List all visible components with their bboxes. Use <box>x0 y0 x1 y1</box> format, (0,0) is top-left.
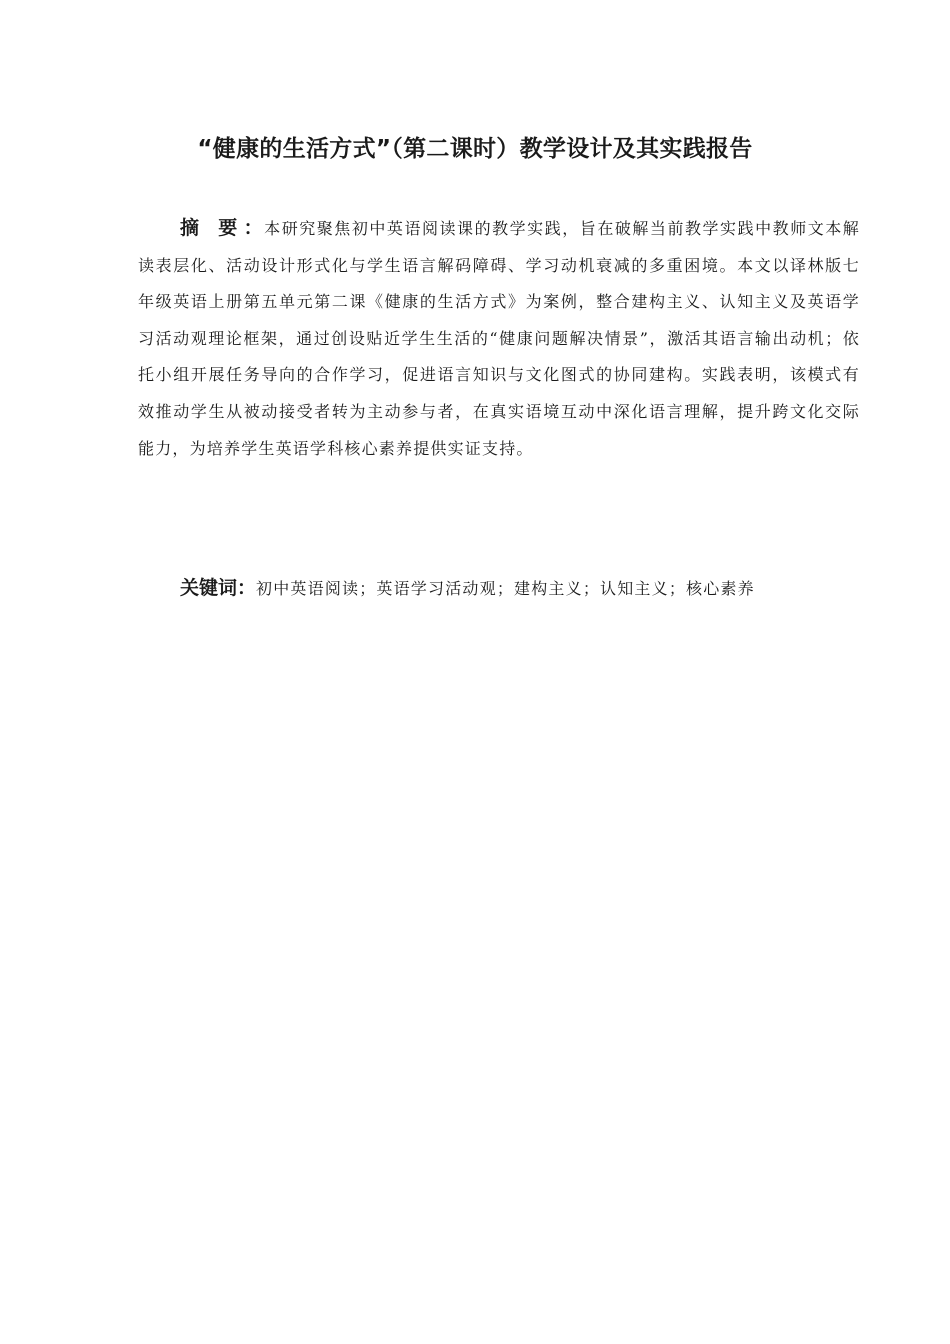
keywords-text: 初中英语阅读；英语学习活动观；建构主义；认知主义；核心素养 <box>256 579 755 598</box>
keywords-line <box>180 572 870 605</box>
document-title: “健康的生活方式”（第二课时）教学设计及其实践报告 <box>197 136 753 162</box>
abstract-label-colon: ： <box>243 217 265 239</box>
abstract-label: 摘 要 <box>180 217 244 239</box>
abstract-paragraph <box>138 210 860 467</box>
abstract-text: 本研究聚焦初中英语阅读课的教学实践，旨在破解当前教学实践中教师文本解读表层化、活动设计形式化与学生语言解码障碍、学习动机衰减的多重困境。本文以译林版七年级英语上册第五单元第二课《健康的生活方式》为案例，整合建构主义、认知主义及英语学习活动观理论框架，通过创设贴近学生生活的“健康问题解决情景”，激活其语言输出动机；依托小组开展任务导向的合作学习，促进语言知识与文化图式的协同建构。实践表明，该模式有效推动学生从被动接受者转为主动参与者，在真实语境互动中深化语言理解，提升跨文化交际能力，为培养学生英语学科核心素养提供实证支持。 <box>138 219 860 458</box>
keywords-label: 关键词： <box>180 577 257 599</box>
